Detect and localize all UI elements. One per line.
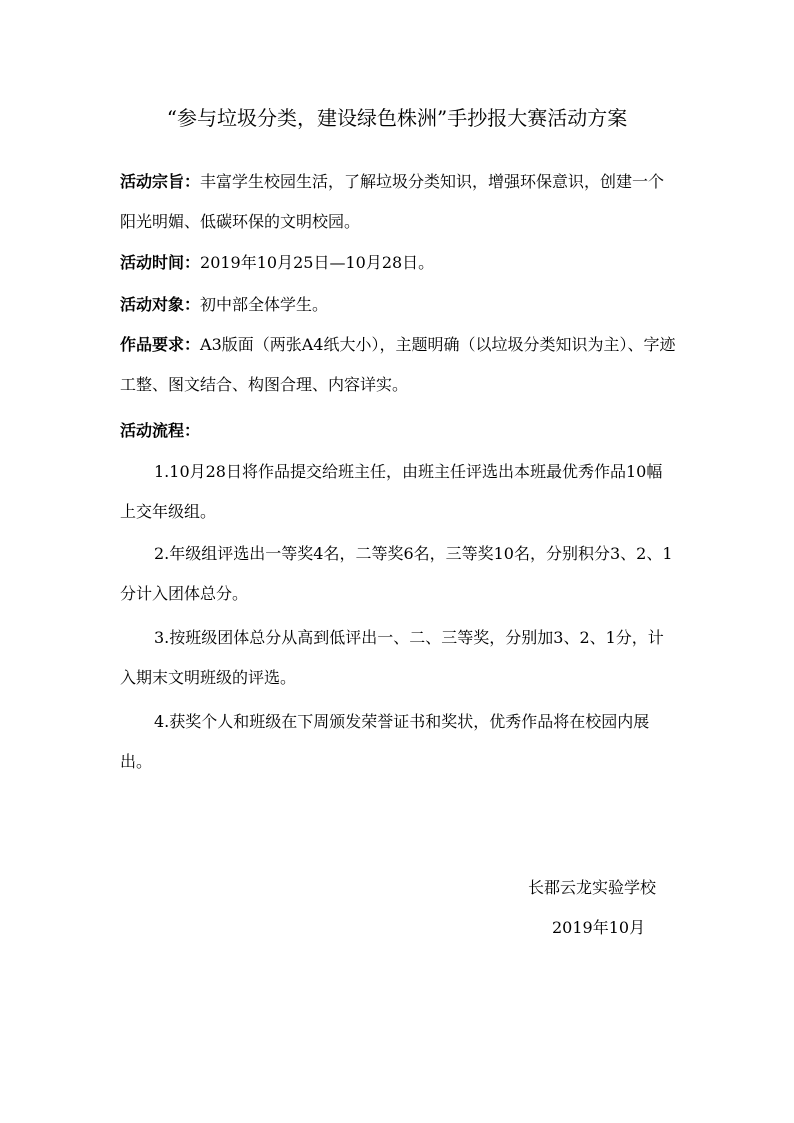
document-title: “参与垃圾分类，建设绿色株洲”手抄报大赛活动方案 xyxy=(166,106,628,130)
section-audience xyxy=(120,285,676,325)
section-requirements-label: 作品要求： xyxy=(120,335,201,354)
process-step-3: 3.按班级团体总分从高到低评出一、二、三等奖，分别加3、2、1分，计入期末文明班级的评选。 xyxy=(120,628,664,687)
section-audience-text: 初中部全体学生。 xyxy=(200,295,329,314)
section-audience-label: 活动对象： xyxy=(120,295,201,314)
section-time-label: 活动时间： xyxy=(120,253,201,272)
section-time xyxy=(120,243,676,283)
section-purpose-text: 丰富学生校园生活，了解垃圾分类知识，增强环保意识，创建一个阳光明媚、低碳环保的文明校园。 xyxy=(120,172,665,231)
signature-date: 2019年10月 xyxy=(552,918,646,937)
process-step-4: 4.获奖个人和班级在下周颁发荣誉证书和奖状，优秀作品将在校园内展出。 xyxy=(120,712,650,771)
section-process-label: 活动流程： xyxy=(120,421,201,440)
signature-school: 长郡云龙实验学校 xyxy=(528,878,657,897)
section-requirements-text: A3版面（两张A4纸大小），主题明确（以垃圾分类知识为主）、字迹工整、图文结合、构图合理、内容详实。 xyxy=(120,335,676,394)
section-purpose-label: 活动宗旨： xyxy=(120,172,201,191)
process-step-2: 2.年级组评选出一等奖4名，二等奖6名，三等奖10名，分别积分3、2、1分计入团体总分。 xyxy=(120,544,673,603)
section-time-text: 2019年10月25日—10月28日。 xyxy=(200,253,435,272)
process-step-1: 1.10月28日将作品提交给班主任，由班主任评选出本班最优秀作品10幅上交年级组。 xyxy=(120,462,663,521)
section-requirements xyxy=(120,325,676,405)
section-process xyxy=(120,411,676,451)
section-purpose xyxy=(120,162,676,242)
